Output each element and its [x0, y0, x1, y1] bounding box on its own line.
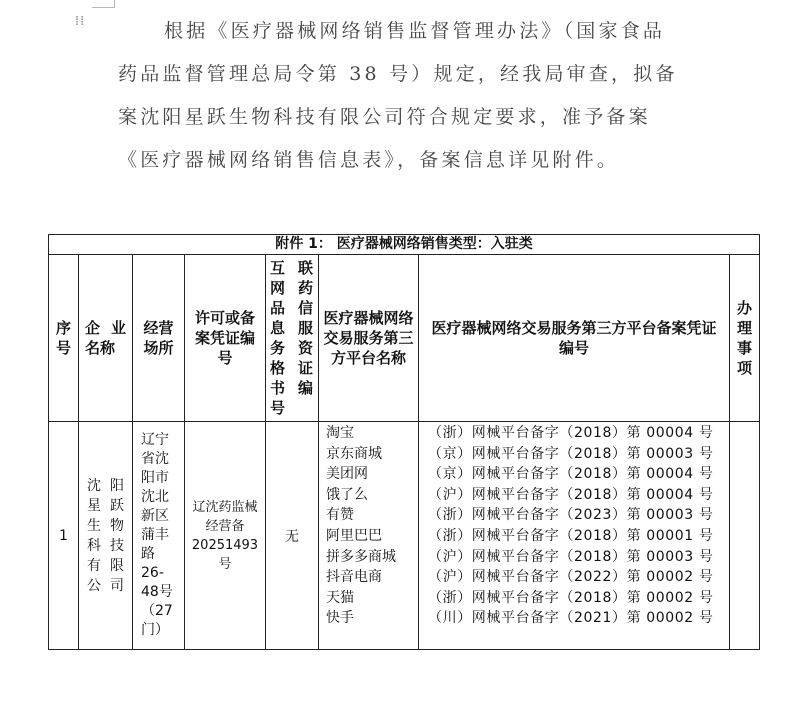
intro-paragraph: 根据《医疗器械网络销售监督管理办法》（国家食品药品监督管理总局令第 38 号）规定，经我局审查，拟备案沈阳星跃生物科技有限公司符合规定要求，准予备案《医疗器械网络销售信息表》，备案信息详见附件。: [118, 20, 678, 171]
header-license: 许可或备案凭证编号: [185, 255, 266, 422]
header-company: 企业名称: [79, 255, 133, 422]
drag-handle-icon[interactable]: ⁞⁞: [75, 14, 86, 29]
platform-record: （沪）网械平台备字（2018）第 00003 号: [428, 548, 714, 565]
platform-name: 快手: [326, 610, 354, 627]
platform-name: 饿了么: [326, 486, 368, 503]
platform-name: 抖音电商: [326, 569, 382, 586]
platform-record: （沪）网械平台备字（2022）第 00002 号: [428, 569, 714, 586]
platform-record: （浙）网械平台备字（2018）第 00004 号: [428, 425, 714, 441]
cell-matters: [730, 422, 760, 650]
table-caption: 附件 1： 医疗器械网络销售类型：入驻类: [49, 235, 760, 255]
table-row: [49, 422, 760, 650]
platform-record: （浙）网械平台备字（2023）第 00003 号: [428, 507, 714, 524]
platform-name: 拼多多商城: [326, 548, 396, 565]
platform-record: （京）网械平台备字（2018）第 00004 号: [428, 466, 714, 483]
platform-name: 京东商城: [326, 445, 382, 462]
table-header-row: [49, 255, 760, 422]
cell-license-number: 辽沈药监械经营备20251493号: [185, 422, 266, 650]
platform-name: 天猫: [326, 589, 354, 606]
cell-platform-names: [319, 422, 419, 650]
cell-company-name: 沈阳星跃生物科技有限公司: [79, 422, 133, 650]
platform-record: （沪）网械平台备字（2018）第 00004 号: [428, 486, 714, 503]
header-platform-name: 医疗器械网络交易服务第三方平台名称: [319, 255, 419, 422]
cell-platform-records: [419, 422, 730, 650]
header-seq: 序号: [49, 255, 79, 422]
header-place: 经营场所: [133, 255, 185, 422]
platform-name: 淘宝: [326, 425, 354, 441]
page-corner-mark: [92, 7, 114, 8]
header-platform-record: 医疗器械网络交易服务第三方平台备案凭证编号: [419, 255, 730, 422]
platform-name: 美团网: [326, 466, 368, 483]
platform-record: （川）网械平台备字（2021）第 00002 号: [428, 610, 714, 627]
platform-record: （浙）网械平台备字（2018）第 00001 号: [428, 527, 714, 544]
cell-seq: 1: [49, 422, 79, 650]
annex-table: [48, 234, 760, 650]
header-internet-license: 互联网药品信息服务资格证书编号: [266, 255, 319, 422]
page-corner-mark-vertical: [114, 0, 115, 8]
cell-business-place: 辽宁省沈阳市沈北新区蒲丰路26-48号（27门）: [133, 422, 185, 650]
platform-name: 阿里巴巴: [326, 527, 382, 544]
platform-record: （京）网械平台备字（2018）第 00003 号: [428, 445, 714, 462]
header-matters: 办理事项: [730, 255, 760, 422]
platform-name: 有赞: [326, 507, 354, 524]
cell-internet-license: 无: [266, 422, 319, 650]
platform-record: （浙）网械平台备字（2018）第 00002 号: [428, 589, 714, 606]
